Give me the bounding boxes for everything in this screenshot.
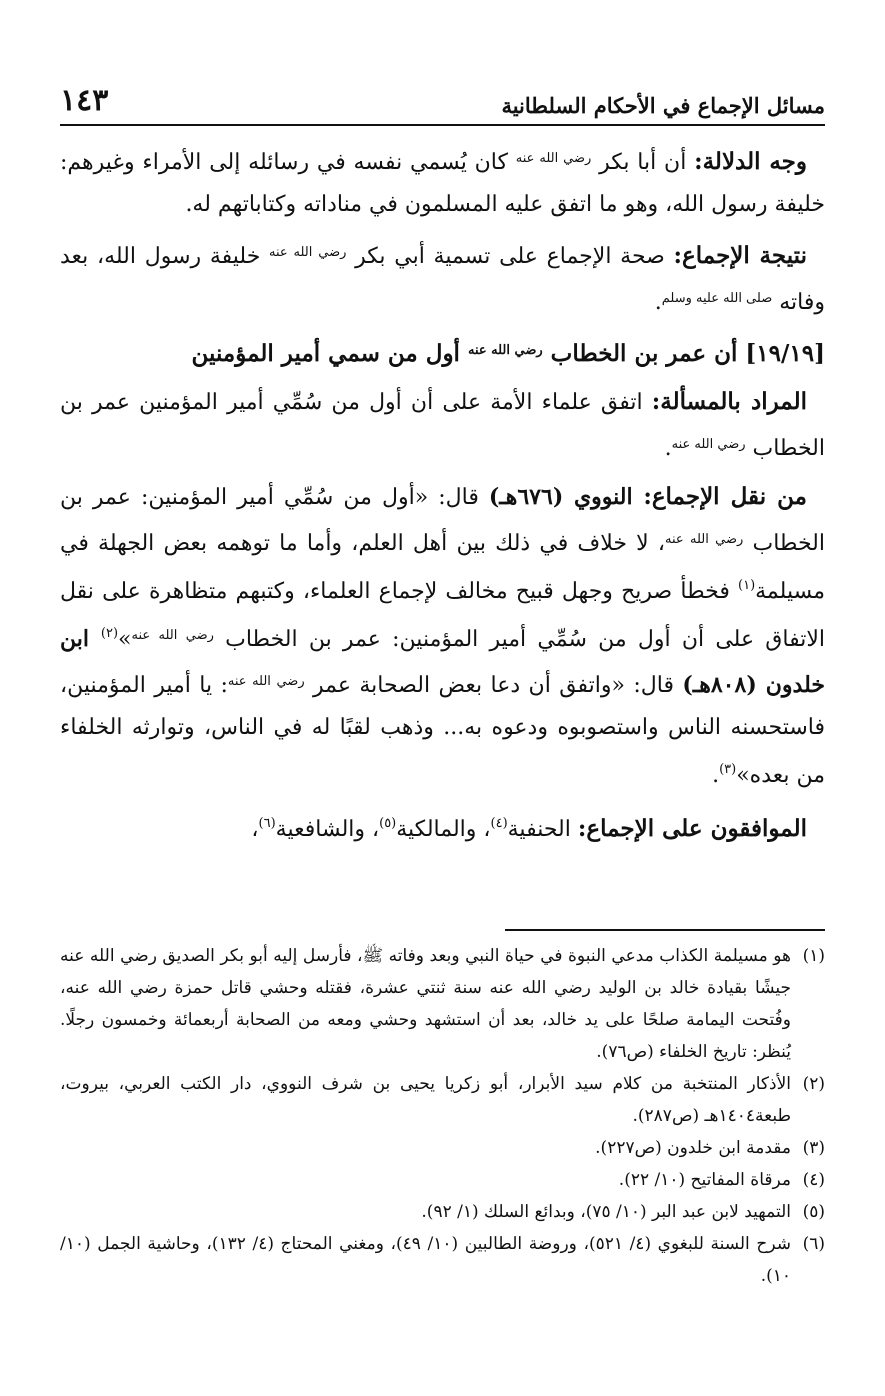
footnote-ref[interactable]: (١)	[738, 578, 756, 593]
footnote-number: (٢)	[802, 1074, 825, 1094]
footnote-ref[interactable]: (٦)	[258, 816, 276, 831]
text-segment: .	[664, 436, 672, 461]
text-segment: فخطأ صريح وجهل قبيح مخالف لإجماع العلماء، وكتبهم متظاهرة على نقل الاتفاق على أن أول من سُمِّي أمير المؤمنين: عمر بن الخطاب	[60, 579, 825, 652]
lead-meaning: المراد بالمسألة:	[651, 388, 808, 415]
heading-text: أول من سمي أمير المؤمنين	[191, 340, 468, 367]
footnote-ref[interactable]: (٥)	[379, 816, 397, 831]
issue-heading	[60, 330, 825, 375]
footnote-item	[60, 1228, 825, 1292]
paragraph-meaning	[60, 381, 825, 470]
footnote-text: الأذكار المنتخبة من كلام سيد الأبرار، أبو زكريا يحيى بن شرف النووي، دار الكتب العربي، بيروت، طبعة١٤٠٤هـ (ص٢٨٧).	[60, 1074, 791, 1126]
scholar-name: النووي (٦٧٦هـ)	[488, 484, 644, 510]
text-segment: ،	[251, 817, 259, 842]
footnote-ref[interactable]: (٣)	[719, 762, 737, 777]
footnote-item	[60, 1164, 825, 1196]
footnote-text: هو مسيلمة الكذاب مدعي النبوة في حياة النبي وبعد وفاته ﷺ، فأرسل إليه أبو بكر الصديق رضي الله عنه جيشًا بقيادة خالد بن الوليد رضي الله عنه سنة ثنتي عشرة، فقتله وحشي قاتل حمزة رضي الله عنه، وفُتحت اليمامة صلحًا على يد خالد، بعد أن استشهد وحشي ومعه من الصحابة أربعمائة وخمسون رجلًا. يُنظر: تاريخ الخلفاء (ص٧٦).	[60, 946, 791, 1062]
paragraph-transmission	[60, 476, 825, 797]
footnote-text: شرح السنة للبغوي (٤/ ٥٢١)، وروضة الطالبين (١٠/ ٤٩)، ومغني المحتاج (٤/ ١٣٢)، وحاشية الجمل (١٠/ ١٠).	[60, 1234, 791, 1286]
honorific-mark: رضي الله عنه	[515, 151, 592, 166]
paragraph-result	[60, 232, 825, 324]
footnote-ref[interactable]: (٤)	[490, 816, 508, 831]
honorific-mark: رضي الله عنه	[131, 628, 214, 643]
text-segment: الحنفية	[507, 817, 578, 842]
text-segment: ، والمالكية	[396, 817, 491, 842]
footnote-text: مقدمة ابن خلدون (ص٢٢٧).	[595, 1138, 791, 1158]
lead-evidence: وجه الدلالة:	[694, 148, 807, 175]
lead-agreeing: الموافقون على الإجماع:	[577, 815, 807, 842]
footnote-item	[60, 1132, 825, 1164]
scholar-name: ابن خلدون (٨٠٨هـ)	[60, 626, 825, 698]
honorific-mark: رضي الله عنه	[269, 245, 347, 260]
honorific-mark: رضي الله عنه	[671, 437, 746, 452]
text-segment: : يا أمير المؤمنين، فاستحسنه الناس واستصوبوه ودعوه به... وذهب لقبًا له في الناس، وتوارثه الخلفاء من بعده»	[60, 673, 825, 788]
footnote-item	[60, 1196, 825, 1228]
running-title: مسائل الإجماع في الأحكام السلطانية	[501, 93, 825, 118]
text-segment: قال: «أول من سُمِّي أمير المؤمنين: عمر بن الخطاب	[60, 485, 825, 556]
text-segment: قال: «واتفق أن دعا بعض الصحابة عمر	[304, 673, 683, 698]
honorific-mark: صلى الله عليه وسلم	[661, 291, 773, 306]
footnote-number: (٦)	[802, 1234, 825, 1254]
honorific-mark: رضي الله عنه	[227, 674, 305, 689]
footnote-item	[60, 940, 825, 1068]
paragraph-agreeing	[60, 803, 825, 851]
main-text	[60, 138, 825, 857]
footnote-item	[60, 1068, 825, 1132]
footnote-ref[interactable]: (٢)	[100, 626, 119, 641]
honorific-mark: رضي الله عنه	[665, 532, 744, 547]
footnote-separator	[505, 929, 825, 931]
text-segment: ، والشافعية	[275, 817, 380, 842]
text-segment: صحة الإجماع على تسمية أبي بكر	[346, 244, 674, 269]
paragraph-evidence	[60, 138, 825, 226]
issue-number: [١٩/١٩]	[745, 340, 825, 367]
footnote-number: (٤)	[802, 1170, 825, 1190]
text-segment: اتفق علماء الأمة على أن أول من سُمِّي أمير المؤمنين عمر بن الخطاب	[60, 390, 825, 461]
text-segment: »	[118, 627, 132, 652]
text-segment: خليفة رسول الله، بعد وفاته	[60, 244, 825, 315]
footnote-number: (٥)	[802, 1202, 825, 1222]
footnotes	[60, 940, 825, 1292]
footnote-text: التمهيد لابن عبد البر (١٠/ ٧٥)، وبدائع السلك (١/ ٩٢).	[421, 1202, 791, 1222]
text-segment: .	[712, 763, 720, 788]
lead-transmission: من نقل الإجماع:	[643, 483, 807, 510]
text-segment: .	[654, 290, 662, 315]
page-header	[60, 72, 825, 126]
lead-result: نتيجة الإجماع:	[673, 242, 807, 269]
page-number: ١٤٣	[60, 83, 109, 118]
footnote-number: (٣)	[802, 1138, 825, 1158]
text-segment: كان يُسمي نفسه في رسائله إلى الأمراء وغيرهم: خليفة رسول الله، وهو ما اتفق عليه المسلمون في مناداته وكتاباتهم له.	[60, 150, 825, 217]
text-segment: أن أبا بكر	[591, 150, 695, 175]
honorific-mark: رضي الله عنه	[467, 343, 543, 358]
heading-text: أن عمر بن الخطاب	[542, 340, 746, 367]
footnote-text: مرقاة المفاتيح (١٠/ ٢٢).	[618, 1170, 791, 1190]
footnote-number: (١)	[802, 946, 825, 966]
text-segment: ، لا خلاف في ذلك بين أهل العلم، وأما ما توهمه بعض الجهلة في مسيلمة	[60, 531, 825, 604]
